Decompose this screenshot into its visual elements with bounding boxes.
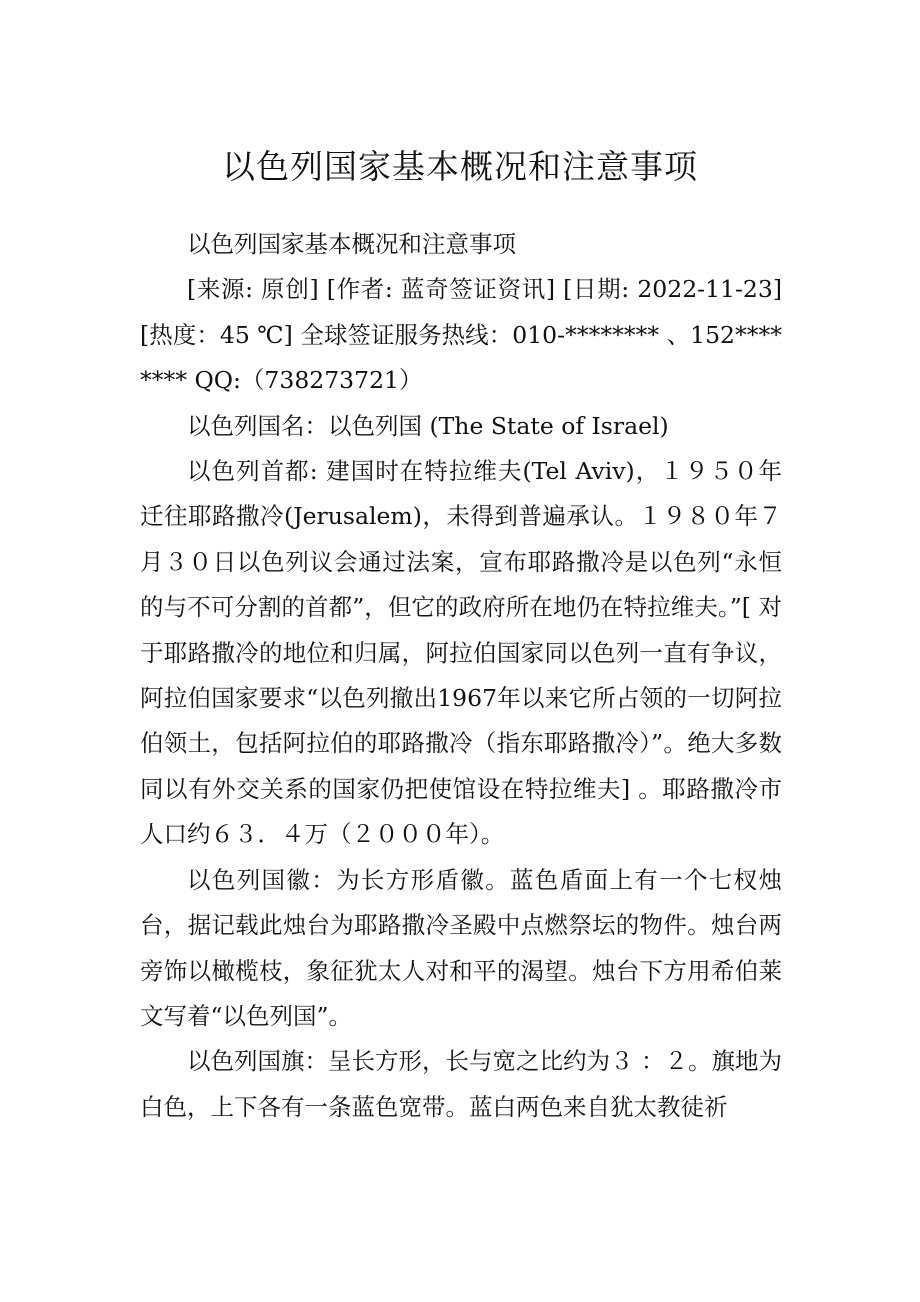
paragraph-capital: 以色列首都: 建国时在特拉维夫(Tel Aviv)，１９５０年迁往耶路撒冷(Jerusalem)，未得到普遍承认。１９８０年７月３０日以色列议会通过法案，宣布耶路撒冷是以色列“永恒的与不可分割的首都”，但它的政府所在地仍在特拉维夫。”[ 对于耶路撒冷的地位和归属，阿拉伯国家同以色列一直有争议，阿拉伯国家要求“以色列撤出1967年以来它所占领的一切阿拉伯领土，包括阿拉伯的耶路撒冷（指东耶路撒冷）”。绝大多数同以有外交关系的国家仍把使馆设在特拉维夫] 。耶路撒冷市人口约６３．４万（２０００年）。: [140, 457, 782, 849]
page-title: 以色列国家基本概况和注意事项: [222, 147, 698, 186]
paragraph-flag: 以色列国旗：呈长方形，长与宽之比约为３ ：２。旗地为白色，上下各有一条蓝色宽带。蓝白两色来自犹太教徒祈: [140, 1047, 782, 1121]
paragraph-source-info: [来源: 原创] [作者: 蓝奇签证资讯] [日期: 2022-11-23] [热度：45 ℃] 全球签证服务热线：010-******** 、152******** QQ:（738273721）: [140, 275, 782, 395]
paragraph-subtitle: 以色列国家基本概况和注意事项: [187, 230, 516, 258]
document-body: [140, 222, 782, 1130]
paragraph-emblem: 以色列国徽：为长方形盾徽。蓝色盾面上有一个七杈烛台，据记载此烛台为耶路撒冷圣殿中点燃祭坛的物件。烛台两旁饰以橄榄枝，象征犹太人对和平的渴望。烛台下方用希伯莱文写着“以色列国”。: [140, 865, 782, 1030]
paragraph-country-name: 以色列国名：以色列国 (The State of Israel): [187, 411, 669, 440]
